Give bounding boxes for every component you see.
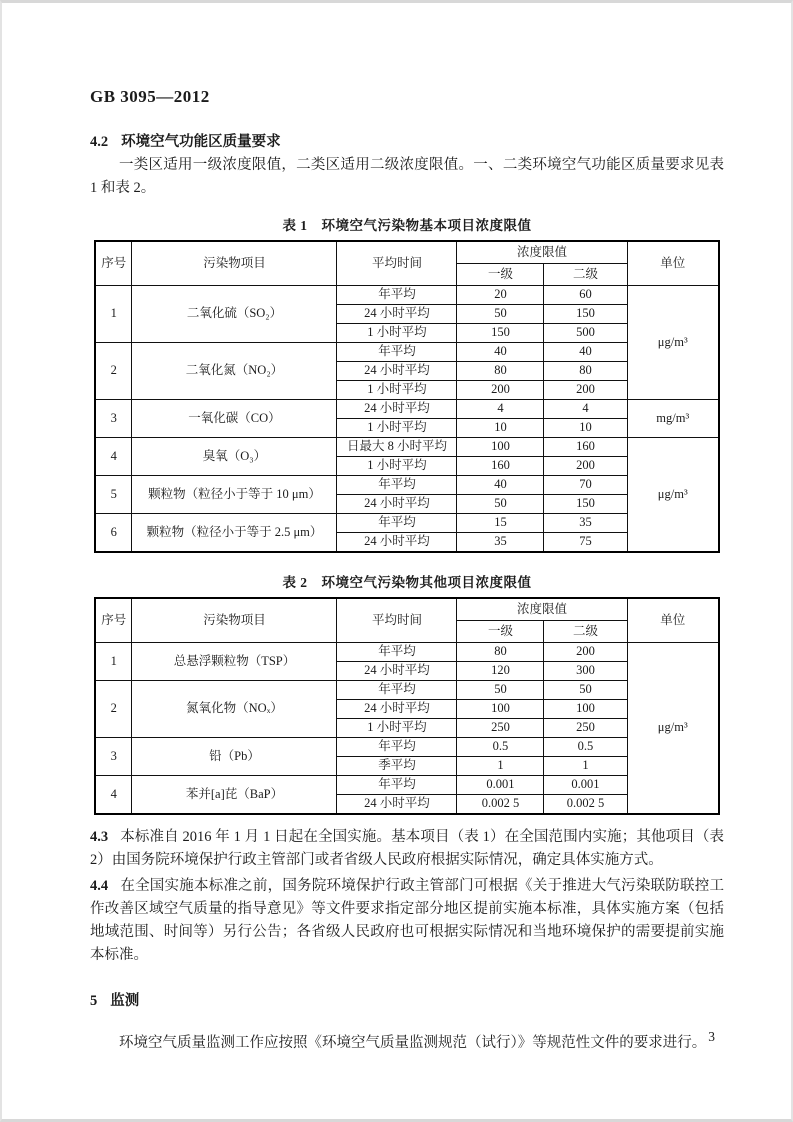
cell-grade2: 100 bbox=[544, 700, 627, 719]
table-header-row bbox=[95, 241, 719, 264]
cell-pollutant: 臭氧（O₃） bbox=[132, 438, 337, 476]
cell-avg-time: 1 小时平均 bbox=[337, 324, 457, 343]
section-text: 本标准自 2016 年 1 月 1 日起在全国实施。基本项目（表 1）在全国范围内实施；其他项目（表 2）由国务院环境保护行政主管部门或者省级人民政府根据实际情况，确定具体实施方式。 bbox=[90, 829, 724, 868]
cell-grade1: 100 bbox=[457, 438, 544, 457]
cell-grade2: 80 bbox=[544, 362, 627, 381]
cell-pollutant: 苯并[a]芘（BaP） bbox=[132, 776, 337, 815]
col-header-avg-time: 平均时间 bbox=[337, 241, 457, 286]
col-header-limit-group: 浓度限值 bbox=[457, 241, 627, 264]
cell-grade1: 0.5 bbox=[457, 738, 544, 757]
section-text: 在全国实施本标准之前，国务院环境保护行政主管部门可根据《关于推进大气污染联防联控工作改善区域空气质量的指导意见》等文件要求指定部分地区提前实施本标准，具体实施方案（包括地域范围、时间等）另行公告；各省级人民政府也可根据实际情况和当地环境保护的需要提前实施本标准。 bbox=[90, 878, 724, 963]
col-header-grade2: 二级 bbox=[544, 621, 627, 643]
cell-pollutant: 铅（Pb） bbox=[132, 738, 337, 776]
cell-grade1: 10 bbox=[457, 419, 544, 438]
cell-grade2: 200 bbox=[544, 381, 627, 400]
section-5-heading bbox=[90, 989, 724, 1010]
cell-pollutant: 颗粒物（粒径小于等于 10 μm） bbox=[132, 476, 337, 514]
section-5-paragraph: 环境空气质量监测工作应按照《环境空气质量监测规范（试行）》等规范性文件的要求进行。 bbox=[119, 1035, 707, 1051]
section-title: 监测 bbox=[110, 993, 140, 1009]
cell-grade2: 35 bbox=[544, 514, 627, 533]
cell-avg-time: 24 小时平均 bbox=[337, 662, 457, 681]
cell-avg-time: 年平均 bbox=[337, 343, 457, 362]
cell-grade2: 4 bbox=[544, 400, 627, 419]
cell-pollutant: 总悬浮颗粒物（TSP） bbox=[132, 643, 337, 681]
cell-grade2: 500 bbox=[544, 324, 627, 343]
col-header-unit: 单位 bbox=[627, 598, 719, 643]
col-header-pollutant: 污染物项目 bbox=[132, 241, 337, 286]
cell-pollutant: 颗粒物（粒径小于等于 2.5 μm） bbox=[132, 514, 337, 553]
cell-grade1: 200 bbox=[457, 381, 544, 400]
cell-index: 4 bbox=[95, 438, 132, 476]
cell-grade2: 50 bbox=[544, 681, 627, 700]
table-row bbox=[95, 400, 719, 419]
cell-avg-time: 24 小时平均 bbox=[337, 533, 457, 553]
cell-avg-time: 24 小时平均 bbox=[337, 362, 457, 381]
table-row bbox=[95, 738, 719, 757]
table-row bbox=[95, 681, 719, 700]
cell-grade2: 150 bbox=[544, 495, 627, 514]
cell-grade2: 10 bbox=[544, 419, 627, 438]
cell-avg-time: 1 小时平均 bbox=[337, 381, 457, 400]
col-header-grade2: 二级 bbox=[544, 264, 627, 286]
cell-avg-time: 24 小时平均 bbox=[337, 700, 457, 719]
table-2-body bbox=[95, 643, 719, 815]
cell-grade2: 250 bbox=[544, 719, 627, 738]
cell-unit: μg/m³ bbox=[627, 438, 719, 553]
cell-index: 3 bbox=[95, 738, 132, 776]
table-2-caption: 表 2 环境空气污染物其他项目浓度限值 bbox=[282, 575, 532, 590]
cell-unit: mg/m³ bbox=[627, 400, 719, 438]
cell-grade1: 0.002 5 bbox=[457, 795, 544, 815]
standard-number: GB 3095—2012 bbox=[90, 87, 210, 106]
cell-grade1: 4 bbox=[457, 400, 544, 419]
cell-grade2: 0.001 bbox=[544, 776, 627, 795]
cell-avg-time: 年平均 bbox=[337, 776, 457, 795]
page-content bbox=[90, 87, 724, 1055]
cell-grade2: 160 bbox=[544, 438, 627, 457]
table-row bbox=[95, 286, 719, 305]
table-2 bbox=[94, 597, 720, 815]
cell-grade1: 120 bbox=[457, 662, 544, 681]
table-row bbox=[95, 514, 719, 533]
cell-avg-time: 24 小时平均 bbox=[337, 305, 457, 324]
cell-avg-time: 季平均 bbox=[337, 757, 457, 776]
cell-grade2: 300 bbox=[544, 662, 627, 681]
cell-unit: μg/m³ bbox=[627, 643, 719, 815]
cell-grade1: 0.001 bbox=[457, 776, 544, 795]
cell-index: 3 bbox=[95, 400, 132, 438]
section-4-3-paragraph bbox=[90, 826, 724, 872]
section-number: 5 bbox=[90, 993, 98, 1009]
col-header-pollutant: 污染物项目 bbox=[132, 598, 337, 643]
col-header-grade1: 一级 bbox=[457, 621, 544, 643]
cell-avg-time: 24 小时平均 bbox=[337, 400, 457, 419]
cell-grade1: 20 bbox=[457, 286, 544, 305]
section-number: 4.3 bbox=[90, 829, 109, 845]
cell-grade2: 150 bbox=[544, 305, 627, 324]
cell-grade1: 35 bbox=[457, 533, 544, 553]
table-row bbox=[95, 643, 719, 662]
col-header-index: 序号 bbox=[95, 598, 132, 643]
cell-index: 2 bbox=[95, 681, 132, 738]
col-header-unit: 单位 bbox=[627, 241, 719, 286]
cell-grade2: 200 bbox=[544, 643, 627, 662]
cell-avg-time: 年平均 bbox=[337, 286, 457, 305]
cell-grade1: 80 bbox=[457, 362, 544, 381]
table-row bbox=[95, 343, 719, 362]
table-2-header bbox=[95, 598, 719, 643]
cell-avg-time: 日最大 8 小时平均 bbox=[337, 438, 457, 457]
cell-grade1: 15 bbox=[457, 514, 544, 533]
col-header-index: 序号 bbox=[95, 241, 132, 286]
col-header-grade1: 一级 bbox=[457, 264, 544, 286]
table-1-header bbox=[95, 241, 719, 286]
page-number: 3 bbox=[708, 1029, 715, 1044]
cell-grade1: 80 bbox=[457, 643, 544, 662]
cell-avg-time: 年平均 bbox=[337, 681, 457, 700]
cell-grade1: 1 bbox=[457, 757, 544, 776]
cell-index: 1 bbox=[95, 286, 132, 343]
cell-avg-time: 24 小时平均 bbox=[337, 795, 457, 815]
cell-grade1: 250 bbox=[457, 719, 544, 738]
cell-index: 6 bbox=[95, 514, 132, 553]
section-number: 4.2 bbox=[90, 134, 109, 150]
cell-pollutant: 二氧化硫（SO₂） bbox=[132, 286, 337, 343]
cell-unit: μg/m³ bbox=[627, 286, 719, 400]
cell-grade2: 60 bbox=[544, 286, 627, 305]
cell-grade2: 70 bbox=[544, 476, 627, 495]
cell-grade1: 100 bbox=[457, 700, 544, 719]
cell-grade2: 75 bbox=[544, 533, 627, 553]
table-row bbox=[95, 776, 719, 795]
cell-avg-time: 年平均 bbox=[337, 514, 457, 533]
cell-grade1: 50 bbox=[457, 495, 544, 514]
cell-pollutant: 一氧化碳（CO） bbox=[132, 400, 337, 438]
cell-avg-time: 1 小时平均 bbox=[337, 457, 457, 476]
cell-avg-time: 年平均 bbox=[337, 738, 457, 757]
section-4-4-paragraph bbox=[90, 875, 724, 967]
cell-avg-time: 1 小时平均 bbox=[337, 419, 457, 438]
cell-index: 2 bbox=[95, 343, 132, 400]
section-title: 环境空气功能区质量要求 bbox=[121, 134, 281, 150]
cell-avg-time: 24 小时平均 bbox=[337, 495, 457, 514]
cell-grade1: 40 bbox=[457, 476, 544, 495]
cell-grade2: 40 bbox=[544, 343, 627, 362]
cell-grade1: 150 bbox=[457, 324, 544, 343]
cell-pollutant: 二氧化氮（NO₂） bbox=[132, 343, 337, 400]
col-header-limit-group: 浓度限值 bbox=[457, 598, 627, 621]
col-header-avg-time: 平均时间 bbox=[337, 598, 457, 643]
cell-avg-time: 年平均 bbox=[337, 476, 457, 495]
table-1-caption: 表 1 环境空气污染物基本项目浓度限值 bbox=[282, 218, 532, 233]
cell-grade2: 200 bbox=[544, 457, 627, 476]
cell-grade1: 50 bbox=[457, 305, 544, 324]
cell-grade1: 40 bbox=[457, 343, 544, 362]
cell-index: 5 bbox=[95, 476, 132, 514]
table-1 bbox=[94, 240, 720, 553]
cell-grade1: 50 bbox=[457, 681, 544, 700]
cell-index: 1 bbox=[95, 643, 132, 681]
section-number: 4.4 bbox=[90, 878, 109, 894]
cell-grade1: 160 bbox=[457, 457, 544, 476]
table-1-body bbox=[95, 286, 719, 553]
cell-index: 4 bbox=[95, 776, 132, 815]
table-row bbox=[95, 476, 719, 495]
cell-grade2: 0.002 5 bbox=[544, 795, 627, 815]
cell-grade2: 0.5 bbox=[544, 738, 627, 757]
table-header-row bbox=[95, 598, 719, 621]
section-4-2-paragraph: 一类区适用一级浓度限值，二类区适用二级浓度限值。一、二类环境空气功能区质量要求见表 1 和表 2。 bbox=[90, 157, 724, 196]
cell-avg-time: 1 小时平均 bbox=[337, 719, 457, 738]
section-4-2-heading bbox=[90, 130, 724, 151]
cell-avg-time: 年平均 bbox=[337, 643, 457, 662]
cell-pollutant: 氮氧化物（NOₓ） bbox=[132, 681, 337, 738]
cell-grade2: 1 bbox=[544, 757, 627, 776]
table-row bbox=[95, 438, 719, 457]
